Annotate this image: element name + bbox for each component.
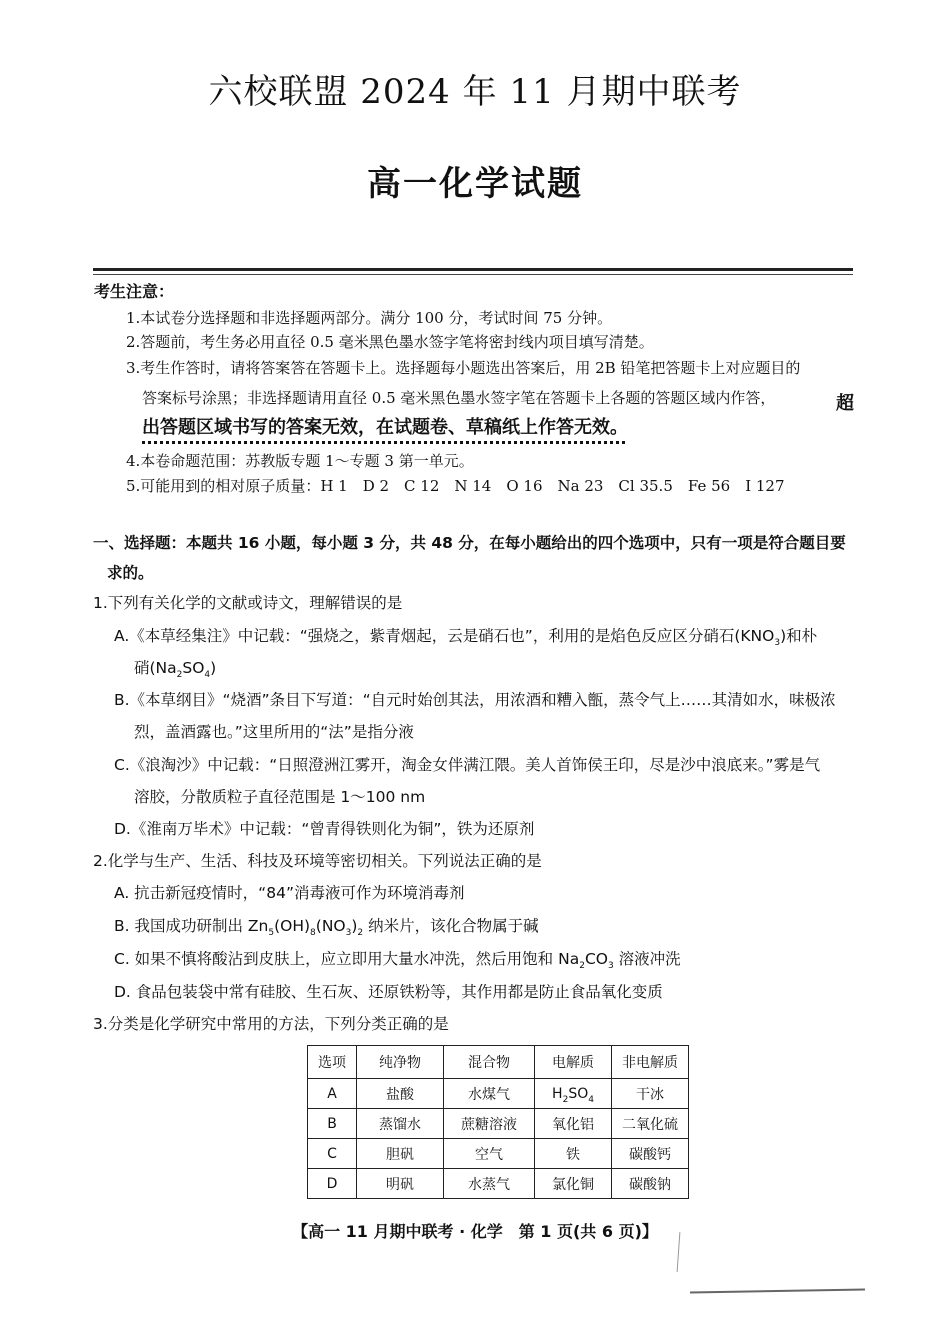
notice-item-1: 1.本试卷分选择题和非选择题两部分。满分 100 分，考试时间 75 分钟。: [126, 309, 613, 327]
table-cell: 胆矾: [357, 1139, 444, 1169]
notice-emphasis-head: 超: [836, 393, 854, 414]
table-header-cell: 电解质: [535, 1046, 612, 1079]
table-header-row: [308, 1046, 689, 1079]
table-cell: 铁: [535, 1139, 612, 1169]
table-row: [308, 1079, 689, 1109]
notice-item-2: 2.答题前，考生务必用直径 0.5 毫米黑色墨水签字笔将密封线内项目填写清楚。: [126, 333, 654, 351]
table-cell: 明矾: [357, 1169, 444, 1199]
table-cell: 水煤气: [444, 1079, 535, 1109]
question-2-option-d: D. 食品包装袋中常有硅胶、生石灰、还原铁粉等，其作用都是防止食品氧化变质: [114, 983, 663, 1001]
question-2-option-a: A. 抗击新冠疫情时，“84”消毒液可作为环境消毒剂: [114, 884, 465, 902]
table-cell: 水蒸气: [444, 1169, 535, 1199]
table-cell: D: [308, 1169, 357, 1199]
question-2-option-c: C. 如果不慎将酸沾到皮肤上，应立即用大量水冲洗，然后用饱和 $Na_2CO_3$ 溶液冲洗: [114, 950, 681, 972]
table-cell: 碳酸钠: [612, 1169, 689, 1199]
question-2-stem: 2.化学与生产、生活、科技及环境等密切相关。下列说法正确的是: [93, 852, 542, 870]
scan-artifact-line: [690, 1288, 865, 1293]
table-cell: A: [308, 1079, 357, 1109]
question-2-option-b: B. 我国成功研制出 $Zn_5(OH)_8(NO_3)_2$ 纳米片，该化合物属于碱: [114, 917, 539, 939]
question-1-option-c: C.《浪淘沙》中记载：“日照澄洲江雾开，淘金女伴满江隈。美人首饰侯王印，尽是沙中浪底来。”雾是气: [114, 756, 821, 774]
question-1-option-c-cont: 溶胶，分散质粒子直径范围是 1～100 nm: [134, 788, 426, 806]
section-title-line-2: 求的。: [107, 564, 154, 582]
header-divider-thin: [93, 274, 853, 275]
table-header-cell: 选项: [308, 1046, 357, 1079]
question-1-option-a: A.《本草经集注》中记载：“强烧之，紫青烟起，云是硝石也”，利用的是焰色反应区分硝石$(KNO_3)$和朴: [114, 627, 818, 649]
exam-main-title: 六校联盟 2024 年 11 月期中联考: [208, 72, 742, 112]
table-cell: C: [308, 1139, 357, 1169]
table-header-cell: 纯净物: [357, 1046, 444, 1079]
question-3-stem: 3.分类是化学研究中常用的方法，下列分类正确的是: [93, 1015, 449, 1033]
notice-item-5: 5.可能用到的相对原子质量：H 1 D 2 C 12 N 14 O 16 Na 23 Cl 35.5 Fe 56 I 127: [126, 477, 785, 495]
notice-heading: 考生注意：: [94, 282, 175, 301]
question-1-stem: 1.下列有关化学的文献或诗文，理解错误的是: [93, 594, 403, 612]
header-divider-thick: [93, 268, 853, 271]
table-cell: B: [308, 1109, 357, 1139]
notice-item-3-cont: 答案标号涂黑；非选择题请用直径 0.5 毫米黑色墨水签字笔在答题卡上各题的答题区域内作答，: [142, 389, 776, 407]
question-1-option-b-cont: 烈，盖酒露也。”这里所用的“法”是指分液: [134, 723, 414, 741]
table-row: [308, 1169, 689, 1199]
question-1-option-d: D.《淮南万毕术》中记载：“曾青得铁则化为铜”，铁为还原剂: [114, 820, 535, 838]
section-title: [93, 528, 863, 588]
classification-table: [307, 1045, 689, 1199]
section-title-line-1: 一、选择题：本题共 16 小题，每小题 3 分，共 48 分，在每小题给出的四个选项中，只有一项是符合题目要: [93, 534, 846, 552]
table-cell: 蒸馏水: [357, 1109, 444, 1139]
table-row: [308, 1139, 689, 1169]
table-cell: 氧化铝: [535, 1109, 612, 1139]
page-footer: 【高一 11 月期中联考 · 化学 第 1 页(共 6 页)】: [292, 1222, 658, 1241]
table-cell: 盐酸: [357, 1079, 444, 1109]
table-cell: 干冰: [612, 1079, 689, 1109]
table-header-cell: 混合物: [444, 1046, 535, 1079]
table-cell: 空气: [444, 1139, 535, 1169]
exam-subject-title: 高一化学试题: [367, 164, 583, 204]
table-cell: 二氧化硫: [612, 1109, 689, 1139]
table-cell: 蔗糖溶液: [444, 1109, 535, 1139]
notice-item-4: 4.本卷命题范围：苏教版专题 1～专题 3 第一单元。: [126, 452, 474, 470]
table-cell: 氯化铜: [535, 1169, 612, 1199]
question-1-option-b: B.《本草纲目》“烧酒”条目下写道：“自元时始创其法，用浓酒和糟入甑，蒸令气上……其清如水，味极浓: [114, 691, 836, 709]
notice-item-3: 3.考生作答时，请将答案答在答题卡上。选择题每小题选出答案后，用 2B 铅笔把答题卡上对应题目的: [126, 359, 801, 377]
question-1-option-a-cont: 硝$(Na_2SO_4)$: [134, 659, 217, 681]
table-cell: 碳酸钙: [612, 1139, 689, 1169]
table-cell-formula: $H_2SO_4$: [535, 1079, 612, 1109]
table-row: [308, 1109, 689, 1139]
table-header-cell: 非电解质: [612, 1046, 689, 1079]
notice-emphasis: 出答题区域书写的答案无效，在试题卷、草稿纸上作答无效。: [142, 417, 628, 438]
